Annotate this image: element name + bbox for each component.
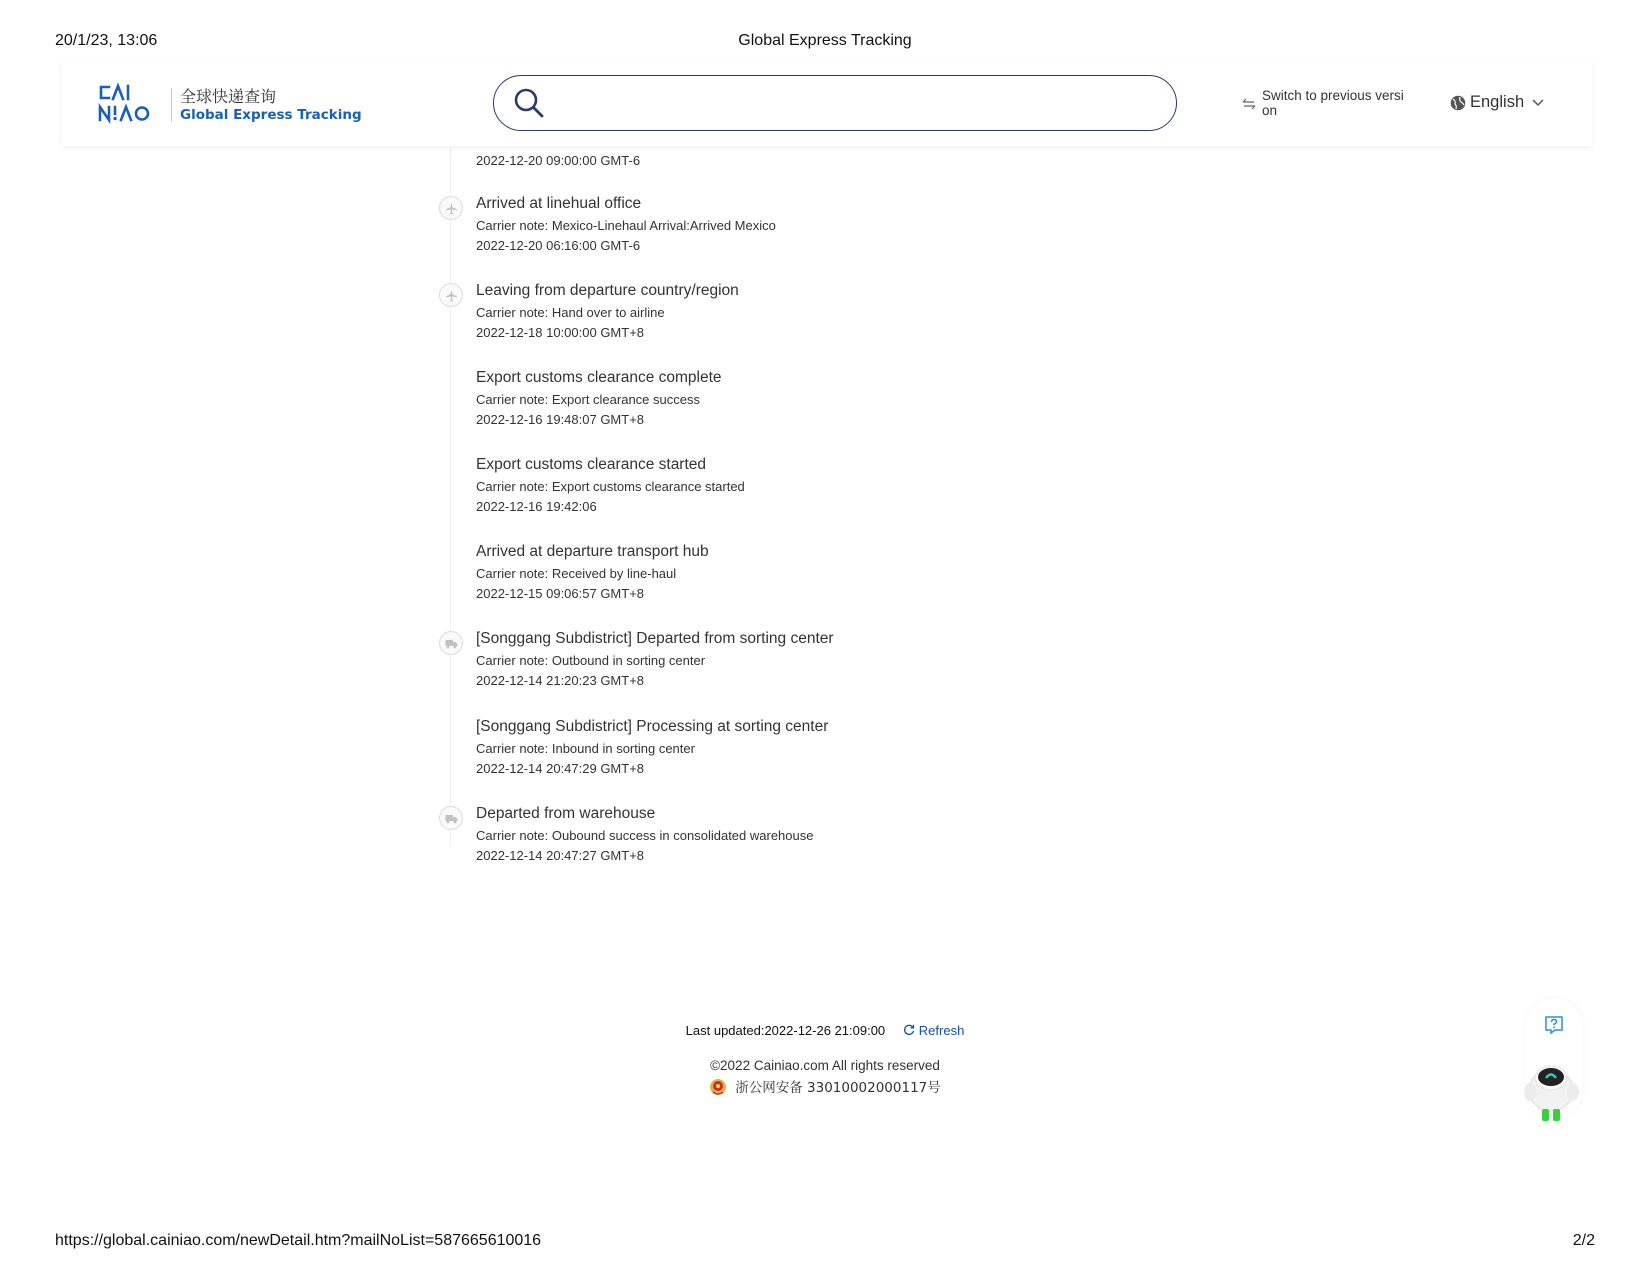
plane-icon — [439, 283, 463, 307]
event-title: Departed from warehouse — [476, 805, 656, 822]
print-title: Global Express Tracking — [738, 32, 912, 49]
event-time: 2022-12-16 19:42:06 — [476, 499, 597, 514]
event-title: Export customs clearance started — [476, 456, 707, 473]
timeline-event — [432, 369, 1332, 449]
timeline-event — [432, 718, 1332, 798]
logo-divider — [171, 88, 172, 122]
event-title: [Songgang Subdistrict] Processing at sorting center — [476, 718, 829, 735]
refresh-icon — [903, 1024, 915, 1036]
last-updated-bar — [0, 1022, 1650, 1038]
language-label: English — [1470, 93, 1525, 111]
event-title: [Songgang Subdistrict] Departed from sorting center — [476, 630, 834, 647]
swap-icon — [1242, 98, 1256, 110]
event-time: 2022-12-16 19:48:07 GMT+8 — [476, 412, 645, 427]
truck-icon — [439, 631, 463, 655]
switch-version-link[interactable] — [1242, 86, 1412, 122]
plane-icon — [439, 196, 463, 220]
icp-text: 浙公网安备 33010002000117号 — [735, 1080, 941, 1096]
truck-icon — [439, 806, 463, 830]
event-title: Arrived at departure transport hub — [476, 543, 709, 560]
refresh-button[interactable] — [903, 1023, 965, 1038]
event-carrier-note: Carrier note: Inbound in sorting center — [476, 741, 695, 756]
globe-icon — [1450, 95, 1466, 111]
timeline-event — [432, 543, 1332, 623]
timeline-event — [432, 456, 1332, 536]
print-datetime: 20/1/23, 13:06 — [55, 32, 158, 49]
brand-chinese-name: 全球快递查询 — [180, 87, 277, 106]
event-carrier-note: Carrier note: Oubound success in consolidated warehouse — [476, 828, 814, 843]
timeline-event — [432, 282, 1332, 362]
assistant-robot-icon[interactable] — [1518, 1052, 1584, 1124]
chevron-down-icon — [1532, 99, 1544, 107]
event-title: Arrived at linehual office — [476, 195, 642, 212]
feedback-icon[interactable] — [1543, 1014, 1565, 1036]
police-badge-icon — [709, 1078, 727, 1096]
print-footer — [55, 1232, 1595, 1252]
print-url: https://global.cainiao.com/newDetail.htm?mailNoList=587665610016 — [55, 1232, 542, 1249]
switch-version-label: Switch to previous versi on — [1262, 88, 1404, 118]
refresh-label: Refresh — [918, 1023, 965, 1039]
timeline-event — [432, 630, 1332, 710]
copyright: ©2022 Cainiao.com All rights reserved — [710, 1058, 940, 1073]
print-page-number: 2/2 — [1572, 1232, 1595, 1249]
event-time: 2022-12-14 21:20:23 GMT+8 — [476, 673, 645, 688]
tracking-timeline — [432, 146, 1332, 886]
last-updated-text: Last updated:2022-12-26 21:09:00 — [685, 1023, 886, 1039]
icp-registration[interactable] — [0, 1076, 1650, 1096]
event-title: Export customs clearance complete — [476, 369, 722, 386]
event-time: 2022-12-14 20:47:29 GMT+8 — [476, 761, 645, 776]
cainiao-logo[interactable] — [96, 82, 162, 126]
event-time: 2022-12-20 06:16:00 GMT-6 — [476, 238, 641, 253]
previous-event-time: 2022-12-20 09:00:00 GMT-6 — [476, 153, 641, 168]
event-time: 2022-12-14 20:47:27 GMT+8 — [476, 848, 645, 863]
tracking-number-input[interactable] — [558, 84, 1148, 122]
tracking-search-bar[interactable] — [493, 75, 1177, 131]
event-time: 2022-12-15 09:06:57 GMT+8 — [476, 586, 645, 601]
event-carrier-note: Carrier note: Hand over to airline — [476, 305, 665, 320]
event-carrier-note: Carrier note: Mexico-Linehaul Arrival:Arrived Mexico — [476, 218, 776, 233]
event-carrier-note: Carrier note: Export clearance success — [476, 392, 700, 407]
print-header — [55, 32, 1595, 52]
brand-english-name: Global Express Tracking — [180, 107, 362, 123]
event-carrier-note: Carrier note: Received by line-haul — [476, 566, 677, 581]
event-title: Leaving from departure country/region — [476, 282, 739, 299]
timeline-event — [432, 805, 1332, 885]
event-time: 2022-12-18 10:00:00 GMT+8 — [476, 325, 645, 340]
site-header — [62, 62, 1592, 146]
search-icon[interactable] — [513, 87, 545, 119]
event-carrier-note: Carrier note: Export customs clearance started — [476, 479, 745, 494]
language-selector[interactable] — [1450, 90, 1550, 116]
timeline-event — [432, 195, 1332, 275]
event-carrier-note: Carrier note: Outbound in sorting center — [476, 653, 706, 668]
